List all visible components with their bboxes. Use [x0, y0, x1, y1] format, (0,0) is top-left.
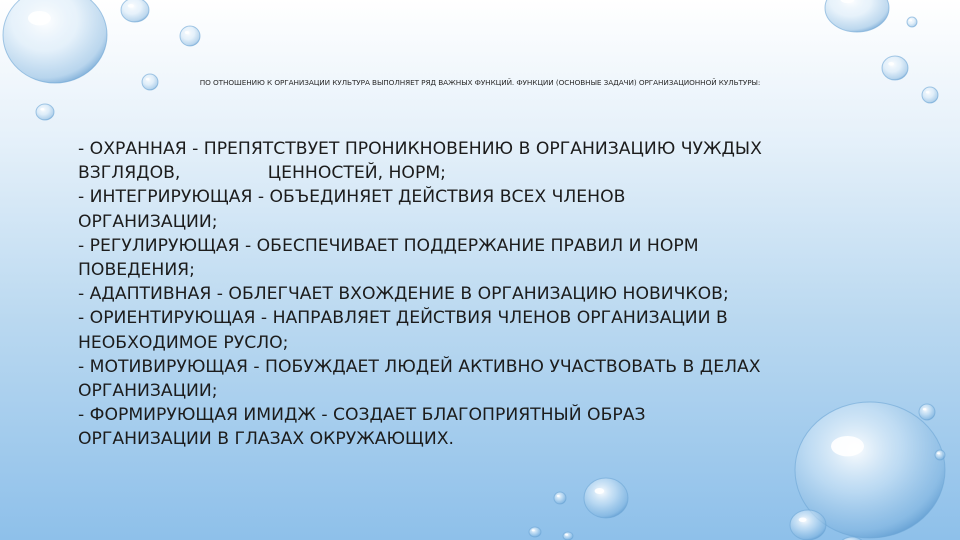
body-line: - ОХРАННАЯ - ПРЕПЯТСТВУЕТ ПРОНИКНОВЕНИЮ В ОРГАНИЗАЦИЮ ЧУЖДЫХ	[78, 139, 762, 159]
water-drop	[825, 0, 889, 32]
slide-body-text	[78, 137, 898, 452]
body-line: - ОРИЕНТИРУЮЩАЯ - НАПРАВЛЯЕТ ДЕЙСТВИЯ ЧЛЕНОВ ОРГАНИЗАЦИИ В	[78, 308, 728, 329]
body-line: - ИНТЕГРИРУЮЩАЯ - ОБЪЕДИНЯЕТ ДЕЙСТВИЯ ВСЕХ ЧЛЕНОВ	[78, 187, 626, 208]
body-line: ОРГАНИЗАЦИИ В ГЛАЗАХ ОКРУЖАЮЩИХ.	[78, 429, 454, 450]
body-line: - МОТИВИРУЮЩАЯ - ПОБУЖДАЕТ ЛЮДЕЙ АКТИВНО УЧАСТВОВАТЬ В ДЕЛАХ	[78, 356, 761, 377]
water-drop	[36, 104, 54, 120]
body-line: - РЕГУЛИРУЮЩАЯ - ОБЕСПЕЧИВАЕТ ПОДДЕРЖАНИЕ ПРАВИЛ И НОРМ	[78, 235, 699, 256]
body-line: - ФОРМИРУЮЩАЯ ИМИДЖ - СОЗДАЕТ БЛАГОПРИЯТНЫЙ ОБРАЗ	[78, 405, 646, 426]
water-drop	[563, 532, 573, 540]
body-line: - АДАПТИВНАЯ - ОБЛЕГЧАЕТ ВХОЖДЕНИЕ В ОРГАНИЗАЦИЮ НОВИЧКОВ;	[78, 284, 729, 305]
water-drop	[935, 450, 945, 460]
water-drop	[882, 56, 908, 80]
water-drop	[919, 404, 935, 420]
water-drop	[529, 527, 541, 537]
water-drop	[584, 478, 628, 518]
slide-title: ПО ОТНОШЕНИЮ К ОРГАНИЗАЦИИ КУЛЬТУРА ВЫПОЛНЯЕТ РЯД ВАЖНЫХ ФУНКЦИЙ. ФУНКЦИИ (ОСНОВНЫЕ ЗАДАЧИ) ОРГАНИЗАЦИОННОЙ КУЛЬТУРЫ:	[199, 78, 761, 87]
body-line: НЕОБХОДИМОЕ РУСЛО;	[78, 332, 289, 353]
water-drop	[907, 17, 917, 27]
body-line: ОРГАНИЗАЦИИ;	[78, 211, 218, 232]
body-line: ОРГАНИЗАЦИИ;	[78, 381, 218, 402]
body-line: ПОВЕДЕНИЯ;	[78, 260, 195, 281]
body-line: ВЗГЛЯДОВ, ЦЕННОСТЕЙ, НОРМ;	[78, 163, 446, 184]
water-drop	[180, 26, 200, 46]
water-drop	[3, 0, 107, 83]
water-drop	[790, 510, 826, 540]
water-drop	[922, 87, 938, 103]
water-drop	[121, 0, 149, 22]
water-drop	[554, 492, 566, 504]
